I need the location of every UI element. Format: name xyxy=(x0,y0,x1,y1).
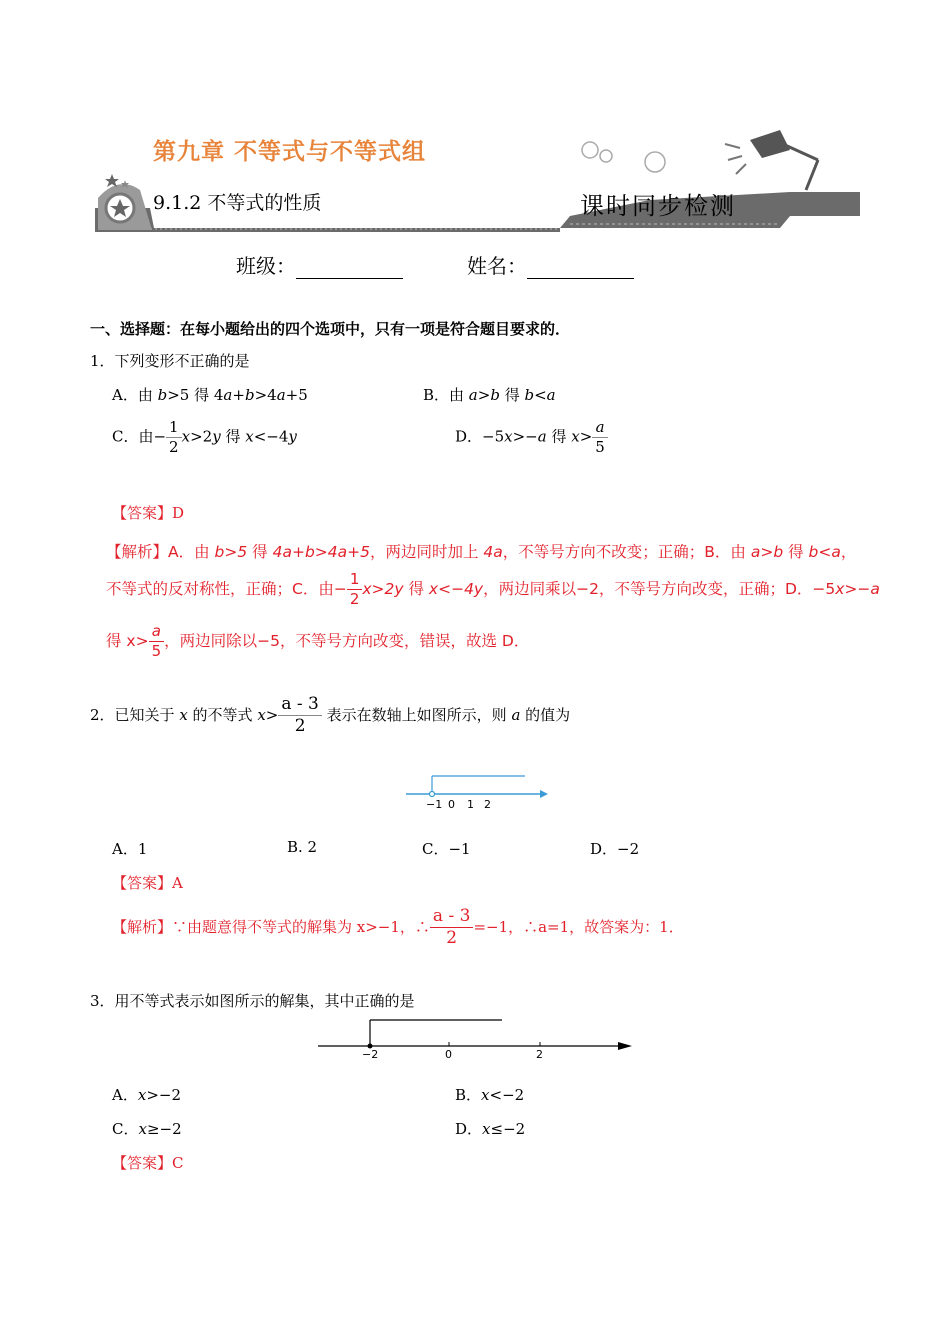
q1-option-a: A．由 b>5 得 4a+b>4a+5 xyxy=(112,386,308,404)
q2-number-line xyxy=(400,768,550,812)
class-field xyxy=(236,250,403,279)
tick-label: 0 xyxy=(445,1048,452,1061)
fraction: $\frac{a}{5}$ xyxy=(149,622,165,661)
q3-option-a: A．x>−2 xyxy=(112,1086,181,1104)
tick-label: −1 xyxy=(426,798,443,811)
q1-answer: 【答案】D xyxy=(112,504,185,522)
q1-stem: 1．下列变形不正确的是 xyxy=(90,352,250,370)
chapter-title: 第九章 不等式与不等式组 xyxy=(153,139,427,165)
q1-analysis-line2: 不等式的反对称性，正确；C．由− $\frac{1}{2}$ x>2y 得 x<−4y，两边同乘以−2，不等号方向改变，正确；D．−5x>−a xyxy=(106,570,880,608)
q3-stem: 3．用不等式表示如图所示的解集，其中正确的是 xyxy=(90,992,415,1010)
q1-option-d: D．−5x>−a 得 x> $\frac{a}{5}$ xyxy=(455,418,608,457)
q2-answer: 【答案】A xyxy=(112,874,183,892)
fraction: $\frac{a - 3}{2}$ xyxy=(430,906,474,950)
name-field xyxy=(467,250,634,279)
fraction: $\frac{a}{5}$ xyxy=(592,418,608,457)
section-instructions: 一、选择题：在每小题给出的四个选项中，只有一项是符合题目要求的． xyxy=(90,320,571,338)
q1-option-c: C．由− $\frac{1}{2}$ x>2y 得 x<−4y xyxy=(112,418,297,456)
tick-label: 1 xyxy=(467,798,474,811)
desk-lamp-icon xyxy=(725,130,818,190)
tick-label: 2 xyxy=(536,1048,543,1061)
q2-option-c: C．−1 xyxy=(422,840,471,858)
q1-option-b: B．由 a>b 得 b<a xyxy=(423,386,556,404)
star-badge-icon xyxy=(98,174,152,230)
q3-option-b: B．x<−2 xyxy=(455,1086,525,1104)
section-title: 9.1.2 不等式的性质 xyxy=(153,192,322,214)
tick-label: 2 xyxy=(484,798,491,811)
name-label: 姓名： xyxy=(467,254,527,278)
q3-number-line xyxy=(310,1014,640,1064)
q2-option-d: D．−2 xyxy=(590,840,640,858)
q3-option-c: C．x≥−2 xyxy=(112,1120,182,1138)
class-blank[interactable] xyxy=(296,258,403,279)
q2-option-a: A．1 xyxy=(112,840,148,858)
q3-answer: 【答案】C xyxy=(112,1154,184,1172)
name-blank[interactable] xyxy=(527,258,634,279)
q3-option-d: D．x≤−2 xyxy=(455,1120,526,1138)
q1-analysis-line3: 得 x> $\frac{a}{5}$ ，两边同除以−5，不等号方向改变，错误，故选 D． xyxy=(106,622,530,660)
sync-label: 课时同步检测 xyxy=(580,192,736,220)
fraction: $\frac{1}{2}$ xyxy=(166,418,182,457)
tick-label: −2 xyxy=(362,1048,379,1061)
q2-stem: 2．已知关于 x 的不等式 x> $\frac{a - 3}{2}$ 表示在数轴上如图所示，则 a 的值为 xyxy=(90,694,571,737)
fraction: $\frac{a - 3}{2}$ xyxy=(278,694,322,738)
tick-label: 0 xyxy=(448,798,455,811)
q1-analysis-line1: 【解析】A．由 b>5 得 4a+b>4a+5，两边同时加上 4a，不等号方向不改变；正确；B．由 a>b 得 b<a， xyxy=(106,543,857,561)
q2-option-b: B. 2 xyxy=(287,838,318,856)
class-label: 班级： xyxy=(236,254,296,278)
q2-analysis: 【解析】∵由题意得不等式的解集为 x>−1，∴ $\frac{a - 3}{2}$ =−1，∴a=1，故答案为：1． xyxy=(112,906,684,949)
fraction: $\frac{1}{2}$ xyxy=(347,570,363,609)
